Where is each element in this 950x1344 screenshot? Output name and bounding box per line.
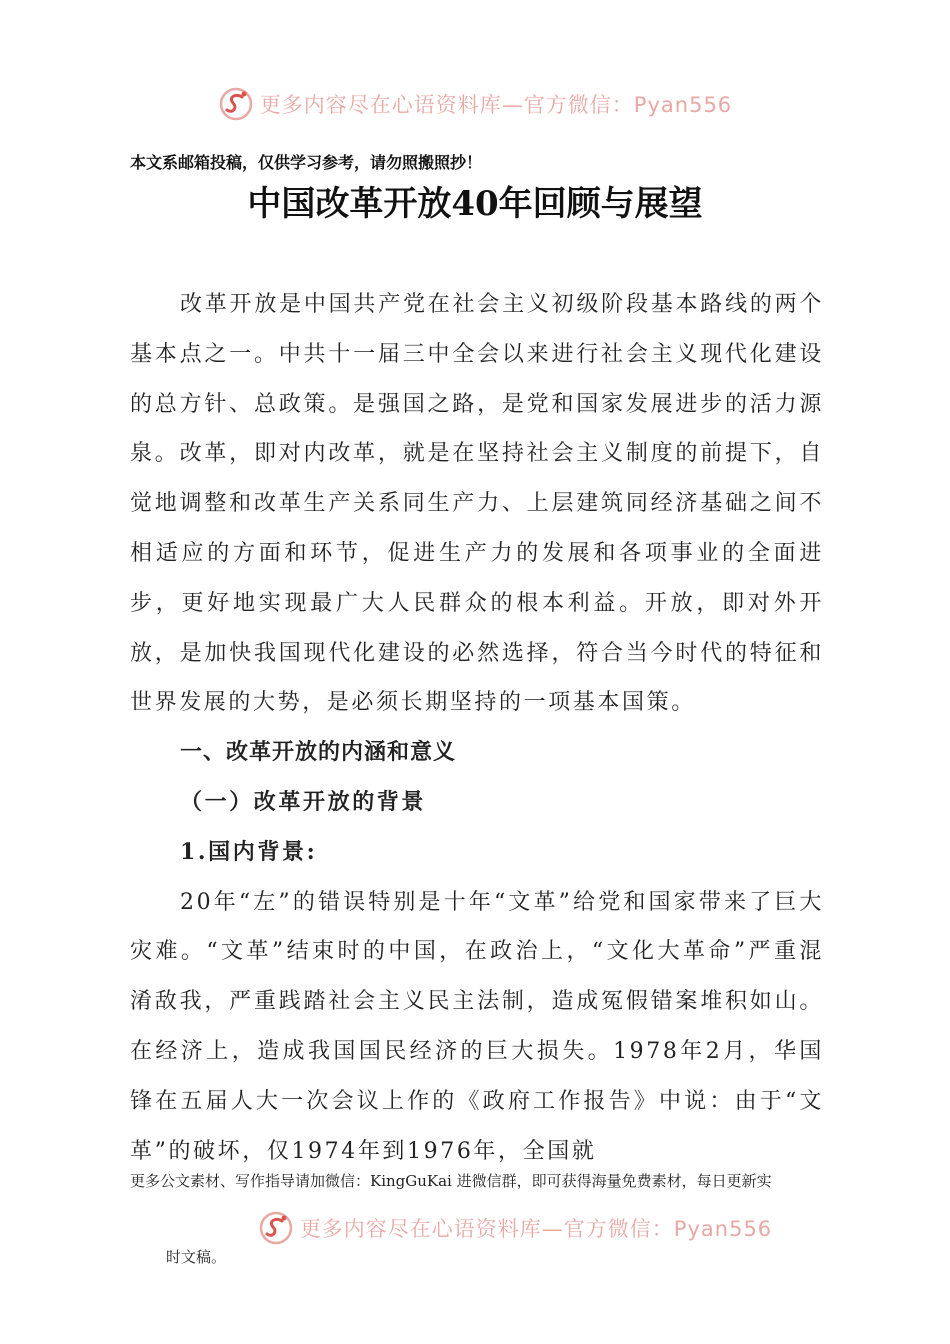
domestic-background-paragraph: 20年“左”的错误特别是十年“文革”给党和国家带来了巨大灾难。“文革”结束时的中国，在政治上，“文化大革命”严重混淆敌我，严重践踏社会主义民主法制，造成冤假错案堆积如山。在经济上，造成我国国民经济的巨大损失。1978年2月，华国锋在五届人大一次会议上作的《政府工作报告》中说：由于“文革”的破坏，仅1974年到1976年，全国就 — [130, 889, 824, 1164]
watermark-footer — [40, 1208, 950, 1248]
watermark-text: 更多内容尽在心语资料库—官方微信：Pyan556 — [299, 1217, 773, 1241]
submission-notice: 本文系邮箱投稿，仅供学习参考，请勿照搬照抄！ — [130, 153, 483, 172]
watermark-text: 更多内容尽在心语资料库—官方微信：Pyan556 — [259, 93, 733, 117]
s-logo-icon — [218, 86, 254, 122]
item-heading: 1.国内背景: — [180, 838, 318, 865]
footer-note: 更多公文素材、写作指导请加微信：KingGuKai 进微信群，即可获得海量免费素材，每日更新实 — [130, 1172, 772, 1190]
s-logo-icon — [258, 1210, 294, 1246]
subsection-heading: （一）改革开放的背景 — [180, 788, 427, 815]
document-body — [130, 280, 824, 1176]
footer-note-continuation: 时文稿。 — [166, 1248, 227, 1266]
section-heading: 一、改革开放的内涵和意义 — [180, 740, 457, 766]
document-title: 中国改革开放40年回顾与展望 — [247, 184, 703, 224]
watermark-header — [0, 84, 950, 124]
intro-paragraph: 改革开放是中国共产党在社会主义初级阶段基本路线的两个基本点之一。中共十一届三中全会以来进行社会主义现代化建设的总方针、总政策。是强国之路，是党和国家发展进步的活力源泉。改革，即对内改革，就是在坚持社会主义制度的前提下，自觉地调整和改革生产关系同生产力、上层建筑同经济基础之间不相适应的方面和环节，促进生产力的发展和各项事业的全面进步，更好地实现最广大人民群众的根本利益。开放，即对外开放，是加快我国现代化建设的必然选择，符合当今时代的特征和世界发展的大势，是必须长期坚持的一项基本国策。 — [130, 292, 824, 716]
